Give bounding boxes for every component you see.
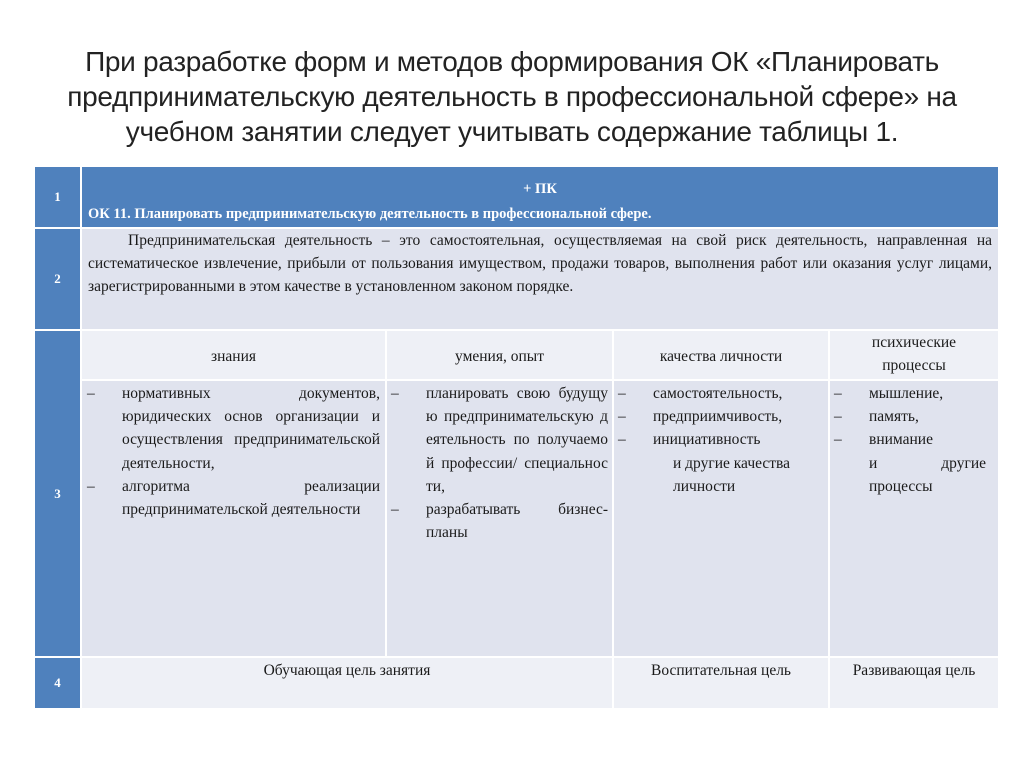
ok-11-heading: ОК 11. Планировать предпринимательскую деятельность в профессиональной сфере. [88, 206, 652, 222]
pk-label: + ПК [523, 181, 557, 197]
qualities-item-text: инициативность [653, 431, 761, 449]
list-dash: – [834, 385, 842, 402]
knowledge-item [87, 382, 380, 475]
list-dash: – [87, 477, 95, 495]
header-qualities: качества личности [614, 331, 828, 379]
processes-cell [830, 381, 998, 656]
processes-item-text: внимание [869, 431, 933, 449]
list-dash: – [834, 431, 842, 449]
slide-title: При разработке форм и методов формирования ОК «Планировать предпринимательскую деятельность в профессиональной сфере» на учебном занятии следует учитывать содержание таблицы 1. [67, 46, 957, 147]
list-dash: – [618, 431, 626, 449]
skills-cell [387, 381, 612, 656]
knowledge-cell [82, 381, 385, 656]
qualities-item-text: самостоятельность, [653, 385, 783, 402]
list-dash: – [391, 501, 399, 519]
list-dash: – [834, 408, 842, 426]
processes-item [834, 405, 994, 428]
skills-item [391, 498, 608, 544]
skills-item-text: разрабатывать бизнес-планы [426, 501, 608, 542]
processes-item [834, 382, 994, 405]
skills-item-text: планировать свою будущую предпринимательскую деятельность по получаемой профессии/ специальности, [426, 385, 608, 495]
row-number-4: 4 [35, 658, 80, 708]
upbringing-goal: Воспитательная цель [614, 658, 828, 708]
definition-text: Предпринимательская деятельность – это самостоятельная, осуществляемая на свой риск деятельность, направленная на систематическое извлечение, прибыли от пользования имуществом, продажи товаров, выполнения работ или оказания услуг лицами, зарегистрированными в этом качестве в установленном законом порядке. [88, 232, 992, 296]
qualities-item [618, 382, 824, 405]
knowledge-item-text: нормативных документов, юридических основ организации и осуществления предпринимательской деятельности, [122, 385, 380, 472]
list-dash: – [618, 408, 626, 426]
list-dash: – [87, 385, 95, 402]
qualities-cell [614, 381, 828, 656]
qualities-tail: и другие качества личности [673, 454, 791, 495]
header-skills: умения, опыт [387, 331, 612, 379]
processes-item-text: мышление, [869, 385, 944, 402]
row-number-3: 3 [35, 331, 80, 656]
developmental-goal: Развивающая цель [830, 658, 998, 708]
row-1-header [82, 167, 998, 227]
knowledge-item-text: алгоритма реализации предпринимательской деятельности [122, 477, 380, 519]
processes-item [834, 428, 994, 451]
list-dash: – [618, 385, 626, 402]
header-processes: психические процессы [830, 331, 998, 379]
list-dash: – [391, 385, 399, 402]
knowledge-item [87, 475, 380, 521]
skills-item [391, 382, 608, 498]
header-knowledge: знания [82, 331, 385, 379]
processes-tail: и другие процессы [869, 454, 986, 495]
content-table [35, 167, 998, 708]
qualities-item-text: предприимчивость, [653, 408, 783, 426]
definition-cell [82, 229, 998, 329]
row-number-1: 1 [35, 167, 80, 227]
qualities-item [618, 405, 824, 428]
qualities-item [618, 428, 824, 451]
row-number-2: 2 [35, 229, 80, 329]
processes-item-text: память, [869, 408, 919, 426]
educational-goal: Обучающая цель занятия [82, 658, 612, 708]
